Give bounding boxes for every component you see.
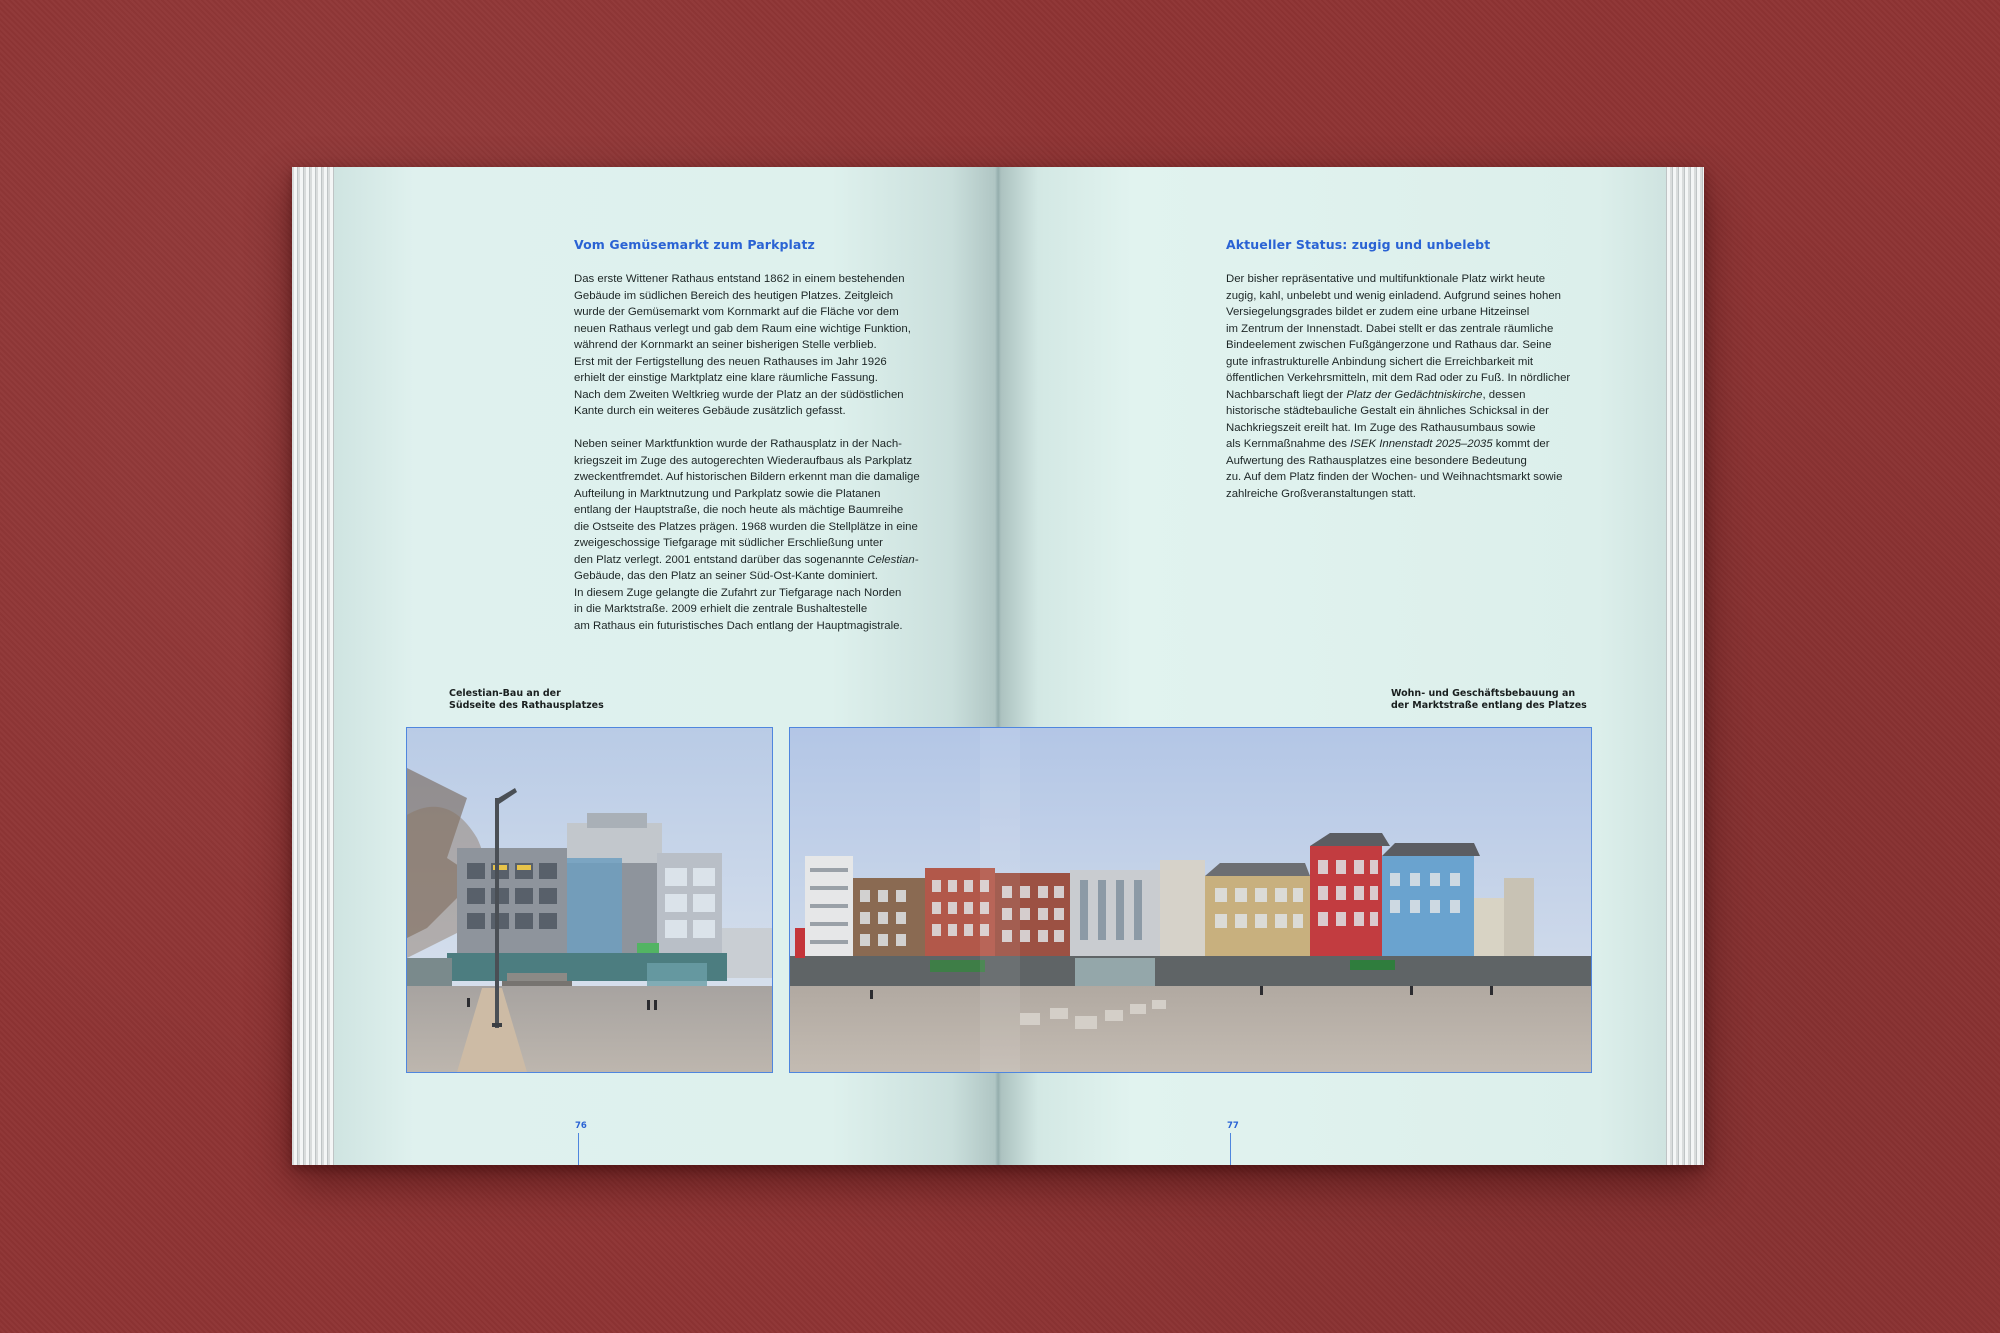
left-page-body: [574, 271, 954, 634]
left-paragraph-1: Das erste Wittener Rathaus entstand 1862 in einem bestehenden Gebäude im südlichen Bereich des heutigen Platzes. Zeitgleich wurde der Gemüsemarkt vom Kornmarkt auf die Fläche vor dem neuen Rathaus verlegt und gab dem Raum eine wichtige Funktion, während der Kornmarkt an seiner bisherigen Stelle verblieb. Erst mit der Fertigstellung des neuen Rathauses im Jahr 1926 erhielt der einstige Marktplatz eine klare räumliche Fassung. Nach dem Zweiten Weltkrieg wurde der Platz an der südöstlichen Kante durch ein weiteres Gebäude zusätzlich gefasst.: [574, 273, 911, 417]
left-paragraph-2: Neben seiner Marktfunktion wurde der Rathausplatz in der Nach- kriegszeit im Zuge des autogerechten Wiederaufbaus als Parkplatz zweckentfremdet. Auf historischen Bildern erkennt man die damalige Aufteilung in Marktnutzung und Parkplatz sowie die Platanen entlang der Hauptstraße, die noch heute als mächtige Baumreihe die Ostseite des Platzes prägen. 1968 wurden die Stellplätze in eine zweigeschossige Tiefgarage mit südlicher Erschließung unter den Platz verlegt. 2001 entstand darüber das sogenannte Celestian- Gebäude, das den Platz an seiner Süd-Ost-Kante dominiert. In diesem Zuge gelangte die Zufahrt zur Tiefgarage nach Norden in die Marktstraße. 2009 erhielt die zentrale Bushaltestelle am Rathaus ein futuristisches Dach entlang der Hauptmagistrale.: [574, 438, 920, 632]
celestian-building-photo: [406, 727, 773, 1073]
right-page-number: 77: [1227, 1121, 1239, 1131]
right-paragraph-1: Der bisher repräsentative und multifunktionale Platz wirkt heute zugig, kahl, unbelebt und wenig einladend. Aufgrund seines hohen Versiegelungsgrades bildet er zudem eine urbane Hitzeinsel im Zentrum der Innenstadt. Dabei stellt er das zentrale räumliche Bindeelement zwischen Fußgängerzone und Rathaus dar. Seine gute infrastrukturelle Anbindung sichert die Erreichbarkeit mit öffentlichen Verkehrsmitteln, mit dem Rad oder zu Fuß. In nördlicher Nachbarschaft liegt der Platz der Gedächtniskirche, dessen historische städtebauliche Gestalt ein ähnliches Schicksal in der Nachkriegszeit ereilt hat. Im Zuge des Rathausumbaus sowie als Kernmaßnahme des ISEK Innenstadt 2025–2035 kommt der Aufwertung des Rathausplatzes eine besondere Bedeutung zu. Auf dem Platz finden der Wochen- und Weihnachtsmarkt sowie zahlreiche Großveranstaltungen statt.: [1226, 273, 1571, 500]
right-page-body: [1226, 271, 1626, 502]
left-page-heading: Vom Gemüsemarkt zum Parkplatz: [574, 237, 815, 252]
right-folio-rule: [1230, 1133, 1231, 1165]
page-edges-left: [292, 167, 334, 1165]
left-photo-caption: Celestian-Bau an der Südseite des Rathausplatzes: [449, 688, 604, 711]
left-page-number: 76: [575, 1121, 587, 1131]
right-page-heading: Aktueller Status: zugig und unbelebt: [1226, 237, 1491, 252]
right-photo-caption: Wohn- und Geschäftsbebauung an der Marktstraße entlang des Platzes: [1391, 688, 1587, 711]
page-edges-right: [1666, 167, 1704, 1165]
open-book: [292, 167, 1704, 1165]
marktstrasse-panorama-photo: [789, 727, 1592, 1073]
left-folio-rule: [578, 1133, 579, 1165]
